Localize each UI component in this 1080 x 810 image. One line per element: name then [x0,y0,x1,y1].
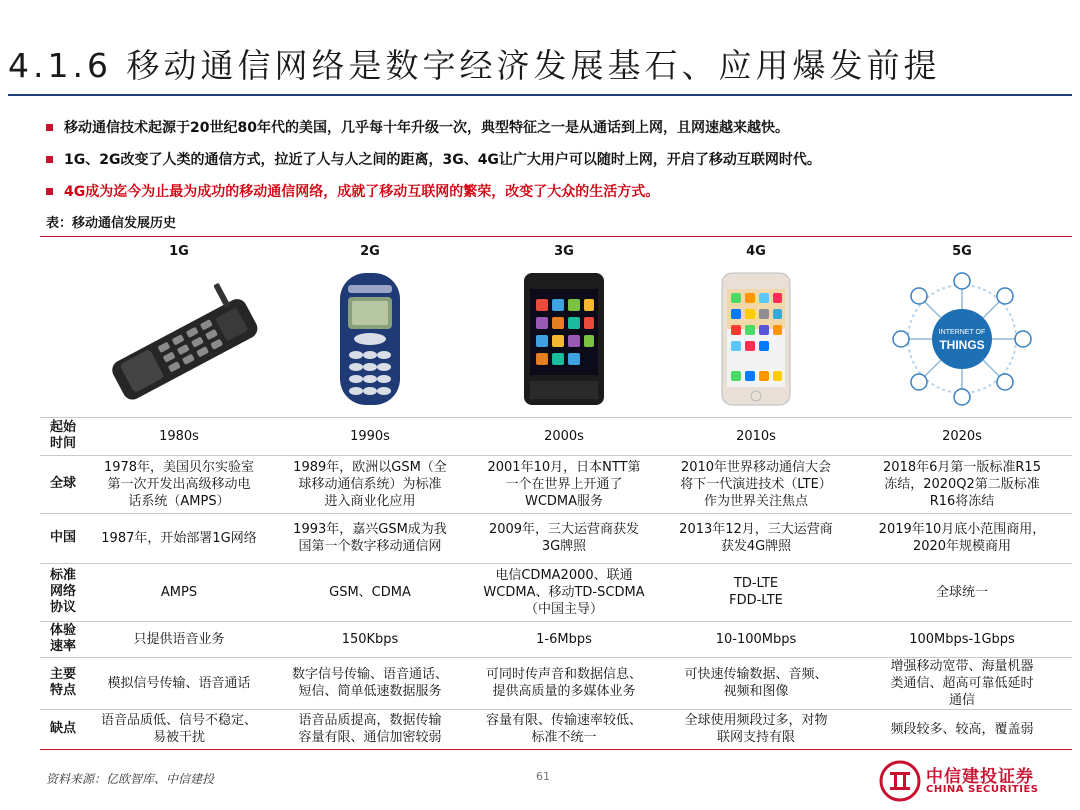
table-cell: 1978年，美国贝尔实验室 第一次开发出高级移动电 话系统（AMPS） [86,455,272,513]
table-cell: 语音品质低、信号不稳定、 易被干扰 [86,709,272,749]
table-cell: AMPS [86,563,272,621]
page-number: 61 [536,770,550,783]
table-cell: 150Kbps [272,621,468,657]
drawbacks-row [40,709,1072,749]
table-cell: 全球统一 [852,563,1072,621]
image-row-corner [40,267,86,417]
table-cell: 2010年世界移动通信大会 将下一代演进技术（LTE） 作为世界关注焦点 [660,455,852,513]
table-cell: 2009年，三大运营商获发 3G牌照 [468,513,660,563]
iot-label: INTERNET OF [938,329,986,337]
table-cell: 1993年，嘉兴GSM成为我 国第一个数字移动通信网 [272,513,468,563]
source-note: 资料来源：亿欧智库、中信建投 [46,772,215,786]
bullet-text: 1G、2G改变了人类的通信方式，拉近了人与人之间的距离，3G、4G让广大用户可以随时上网，开启了移动互联网时代。 [64,152,821,168]
row-label: 全球 [40,455,86,513]
start-time-row [40,417,1072,455]
iphone-cell [660,267,852,417]
table-cell: 2000s [468,417,660,455]
iphone-icon [718,269,794,409]
table-cell: 只提供语音业务 [86,621,272,657]
bullet-text: 移动通信技术起源于20世纪80年代的美国，几乎每十年升级一次，典型特征之一是从通话到上网，且网速越来越快。 [64,120,789,136]
table-cell: 2018年6月第一版标准R15 冻结，2020Q2第二版标准 R16将冻结 [852,455,1072,513]
table-cell: 2010s [660,417,852,455]
gen-2g-header: 2G [360,244,380,259]
generation-table [40,236,1072,750]
row-label: 主要 特点 [40,657,86,709]
header-corner [40,237,86,267]
table-cell: GSM、CDMA [272,563,468,621]
row-label: 体验 速率 [40,621,86,657]
table-cell: 模拟信号传输、语音通话 [86,657,272,709]
smartphone-cell [468,267,660,417]
table-cell: 2020s [852,417,1072,455]
table-cell: 数字信号传输、语音通话、 短信、简单低速数据服务 [272,657,468,709]
bullet-list [46,116,1066,212]
row-label: 起始 时间 [40,417,86,455]
internet-of-things-icon [877,269,1047,409]
row-label: 缺点 [40,709,86,749]
table-cell: 全球使用频段过多，对物 联网支持有限 [660,709,852,749]
table-cell: 2019年10月底小范围商用， 2020年规模商用 [852,513,1072,563]
table-cell: 2013年12月，三大运营商 获发4G牌照 [660,513,852,563]
table-cell: 100Mbps-1Gbps [852,621,1072,657]
table-caption: 表：移动通信发展历史 [46,216,177,231]
standard-row [40,563,1072,621]
gen-4g-header: 4G [746,244,766,259]
table-cell: 1-6Mbps [468,621,660,657]
table-cell: 频段较多、较高，覆盖弱 [852,709,1072,749]
title-divider [8,94,1072,96]
table-cell: 1989年，欧洲以GSM（全 球移动通信系统）为标准 进入商业化应用 [272,455,468,513]
nokia-phone-cell [272,267,468,417]
global-row [40,455,1072,513]
generation-header-row [40,237,1072,267]
logo-text-en: CHINA SECURITIES [926,784,1039,795]
bullet-square-icon [46,124,53,131]
brick-phone-icon [89,269,269,409]
table-cell: 可快速传输数据、音频、 视频和图像 [660,657,852,709]
table-cell: 10-100Mbps [660,621,852,657]
iot-label-things: THINGS [939,338,985,353]
table-cell: 2001年10月，日本NTT第 一个在世界上开通了 WCDMA服务 [468,455,660,513]
brick-phone-cell [86,267,272,417]
table-cell: 1990s [272,417,468,455]
table-cell: 可同时传声音和数据信息、 提供高质量的多媒体业务 [468,657,660,709]
table-cell: 容量有限、传输速率较低、 标准不统一 [468,709,660,749]
bullet-square-icon [46,188,53,195]
bullet-item-1 [46,116,1066,148]
smartphone-icon [518,269,610,409]
table-cell: 1980s [86,417,272,455]
image-row [40,267,1072,417]
row-label: 标准 网络 协议 [40,563,86,621]
gen-1g-header: 1G [169,244,189,259]
table-cell: TD-LTE FDD-LTE [660,563,852,621]
china-securities-logo-icon [878,759,922,803]
table-cell: 1987年，开始部署1G网络 [86,513,272,563]
bullet-text: 4G成为迄今为止最为成功的移动通信网络，成就了移动互联网的繁荣，改变了大众的生活方式。 [64,184,660,200]
bullet-item-2 [46,148,1066,180]
table-cell: 电信CDMA2000、联通 WCDMA、移动TD-SCDMA （中国主导） [468,563,660,621]
page-title: 4.1.6 移动通信网络是数字经济发展基石、应用爆发前提 [8,46,941,85]
gen-5g-header: 5G [952,244,972,259]
gen-3g-header: 3G [554,244,574,259]
nokia-phone-icon [330,269,410,409]
row-label: 中国 [40,513,86,563]
china-row [40,513,1072,563]
speed-row [40,621,1072,657]
iot-cell [852,267,1072,417]
table-cell: 增强移动宽带、海量机器 类通信、超高可靠低延时 通信 [852,657,1072,709]
bullet-item-3 [46,180,1066,212]
logo-text-cn: 中信建投证券 [926,767,1034,787]
table-cell: 语音品质提高，数据传输 容量有限、通信加密较弱 [272,709,468,749]
bullet-square-icon [46,156,53,163]
features-row [40,657,1072,709]
china-securities-logo [878,758,1078,804]
